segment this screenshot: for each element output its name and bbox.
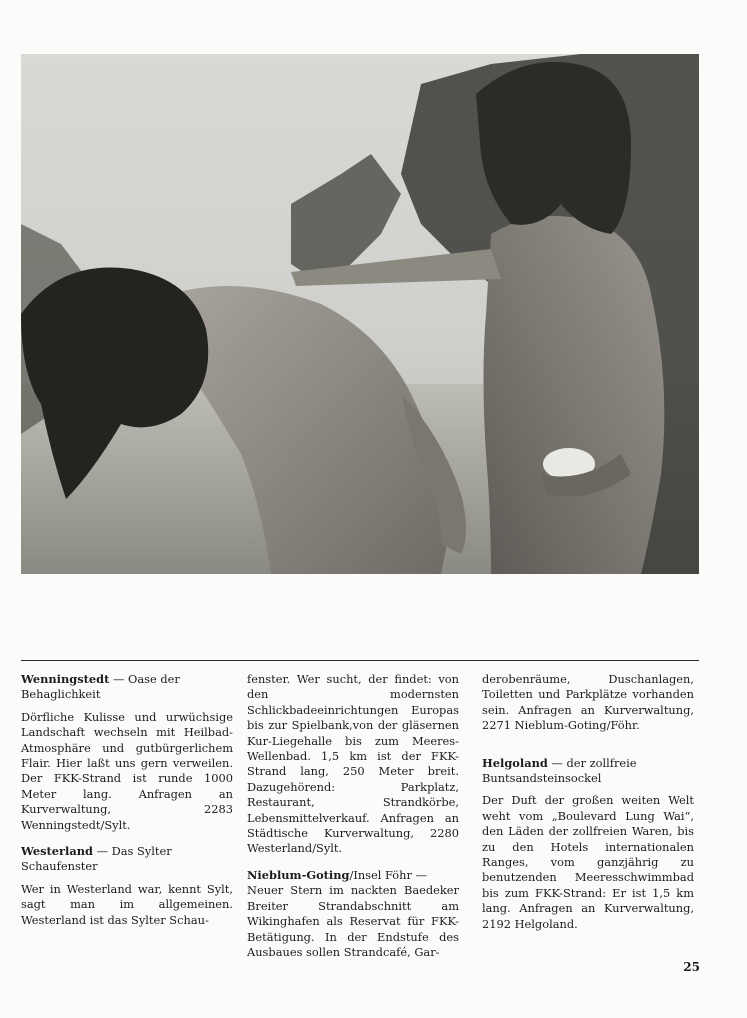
column-separator-rule — [21, 660, 699, 661]
place-tagline: — Das Sylter Schaufenster — [21, 844, 172, 874]
place-tagline: /Insel Föhr — — [349, 867, 427, 882]
beach-photograph — [21, 54, 699, 574]
place-name: Helgoland — [482, 755, 548, 770]
place-name: Nieblum-Goting — [247, 867, 350, 882]
paragraph-nieblum: Neuer Stern im nackten Baedeker Breiter Strandabschnitt am Wikinghafen als Reservat für FKK-Betätigung. In der Endstufe des Ausbaues sollen Strandcafé, Gar- — [247, 883, 459, 959]
paragraph-nieblum-continued: derobenräume, Duschanlagen, Toiletten und Parkplätze vorhanden sein. Anfragen an Kurverwaltung, 2271 Nieblum-Goting/Föhr. — [482, 672, 694, 733]
place-tagline: — der zollfreie Buntsandsteinsockel — [482, 755, 637, 786]
text-column-3 — [482, 672, 694, 932]
place-name: Westerland — [21, 844, 93, 859]
section-heading-wenningstedt — [21, 672, 233, 703]
section-heading-westerland — [21, 844, 233, 875]
text-column-2 — [247, 672, 459, 960]
text-column-1 — [21, 672, 233, 928]
page-number: 25 — [683, 960, 700, 974]
section-heading-nieblum — [247, 868, 459, 883]
paragraph-helgoland: Der Duft der großen weiten Welt weht vom „Boulevard Lung Wai“, den Läden der zollfreien Waren, bis zu den Hotels internationalen Ranges, vom ganzjährig zu benutzenden Meeresschwimmbad bis zum FKK-Strand: Er ist 1,5 km lang. Anfragen an Kurverwaltung, 2192 Helgoland. — [482, 793, 694, 931]
paragraph-westerland-continued: fenster. Wer sucht, der findet: von den modernsten Schlickbadeeinrichtungen Europas bis zur Spielbank,von der gläsernen Kur-Liegehalle bis zum Meeres-Wellenbad. 1,5 km ist der FKK-Strand lang, 250 Meter breit. Dazugehörend: Parkplatz, Restaurant, Strandkörbe, Lebensmittelverkauf. Anfragen an Städtische Kurverwaltung, 2280 Westerland/Sylt. — [247, 672, 459, 856]
photo-illustration — [21, 54, 699, 574]
place-tagline: — Oase der Behaglichkeit — [21, 672, 180, 702]
paragraph-westerland: Wer in Westerland war, kennt Sylt, sagt man im allgemeinen. Westerland ist das Sylter Schau- — [21, 881, 233, 927]
paragraph-wenningstedt: Dörfliche Kulisse und urwüchsige Landschaft wechseln mit Heilbad-Atmosphäre und gutbürgerlichem Flair. Hier laßt uns gern verweilen. Der FKK-Strand ist runde 1000 Meter lang. Anfragen an Kurverwaltung, 2283 Wenningstedt/Sylt. — [21, 709, 233, 832]
place-name: Wenningstedt — [21, 672, 110, 686]
section-heading-helgoland — [482, 756, 694, 787]
